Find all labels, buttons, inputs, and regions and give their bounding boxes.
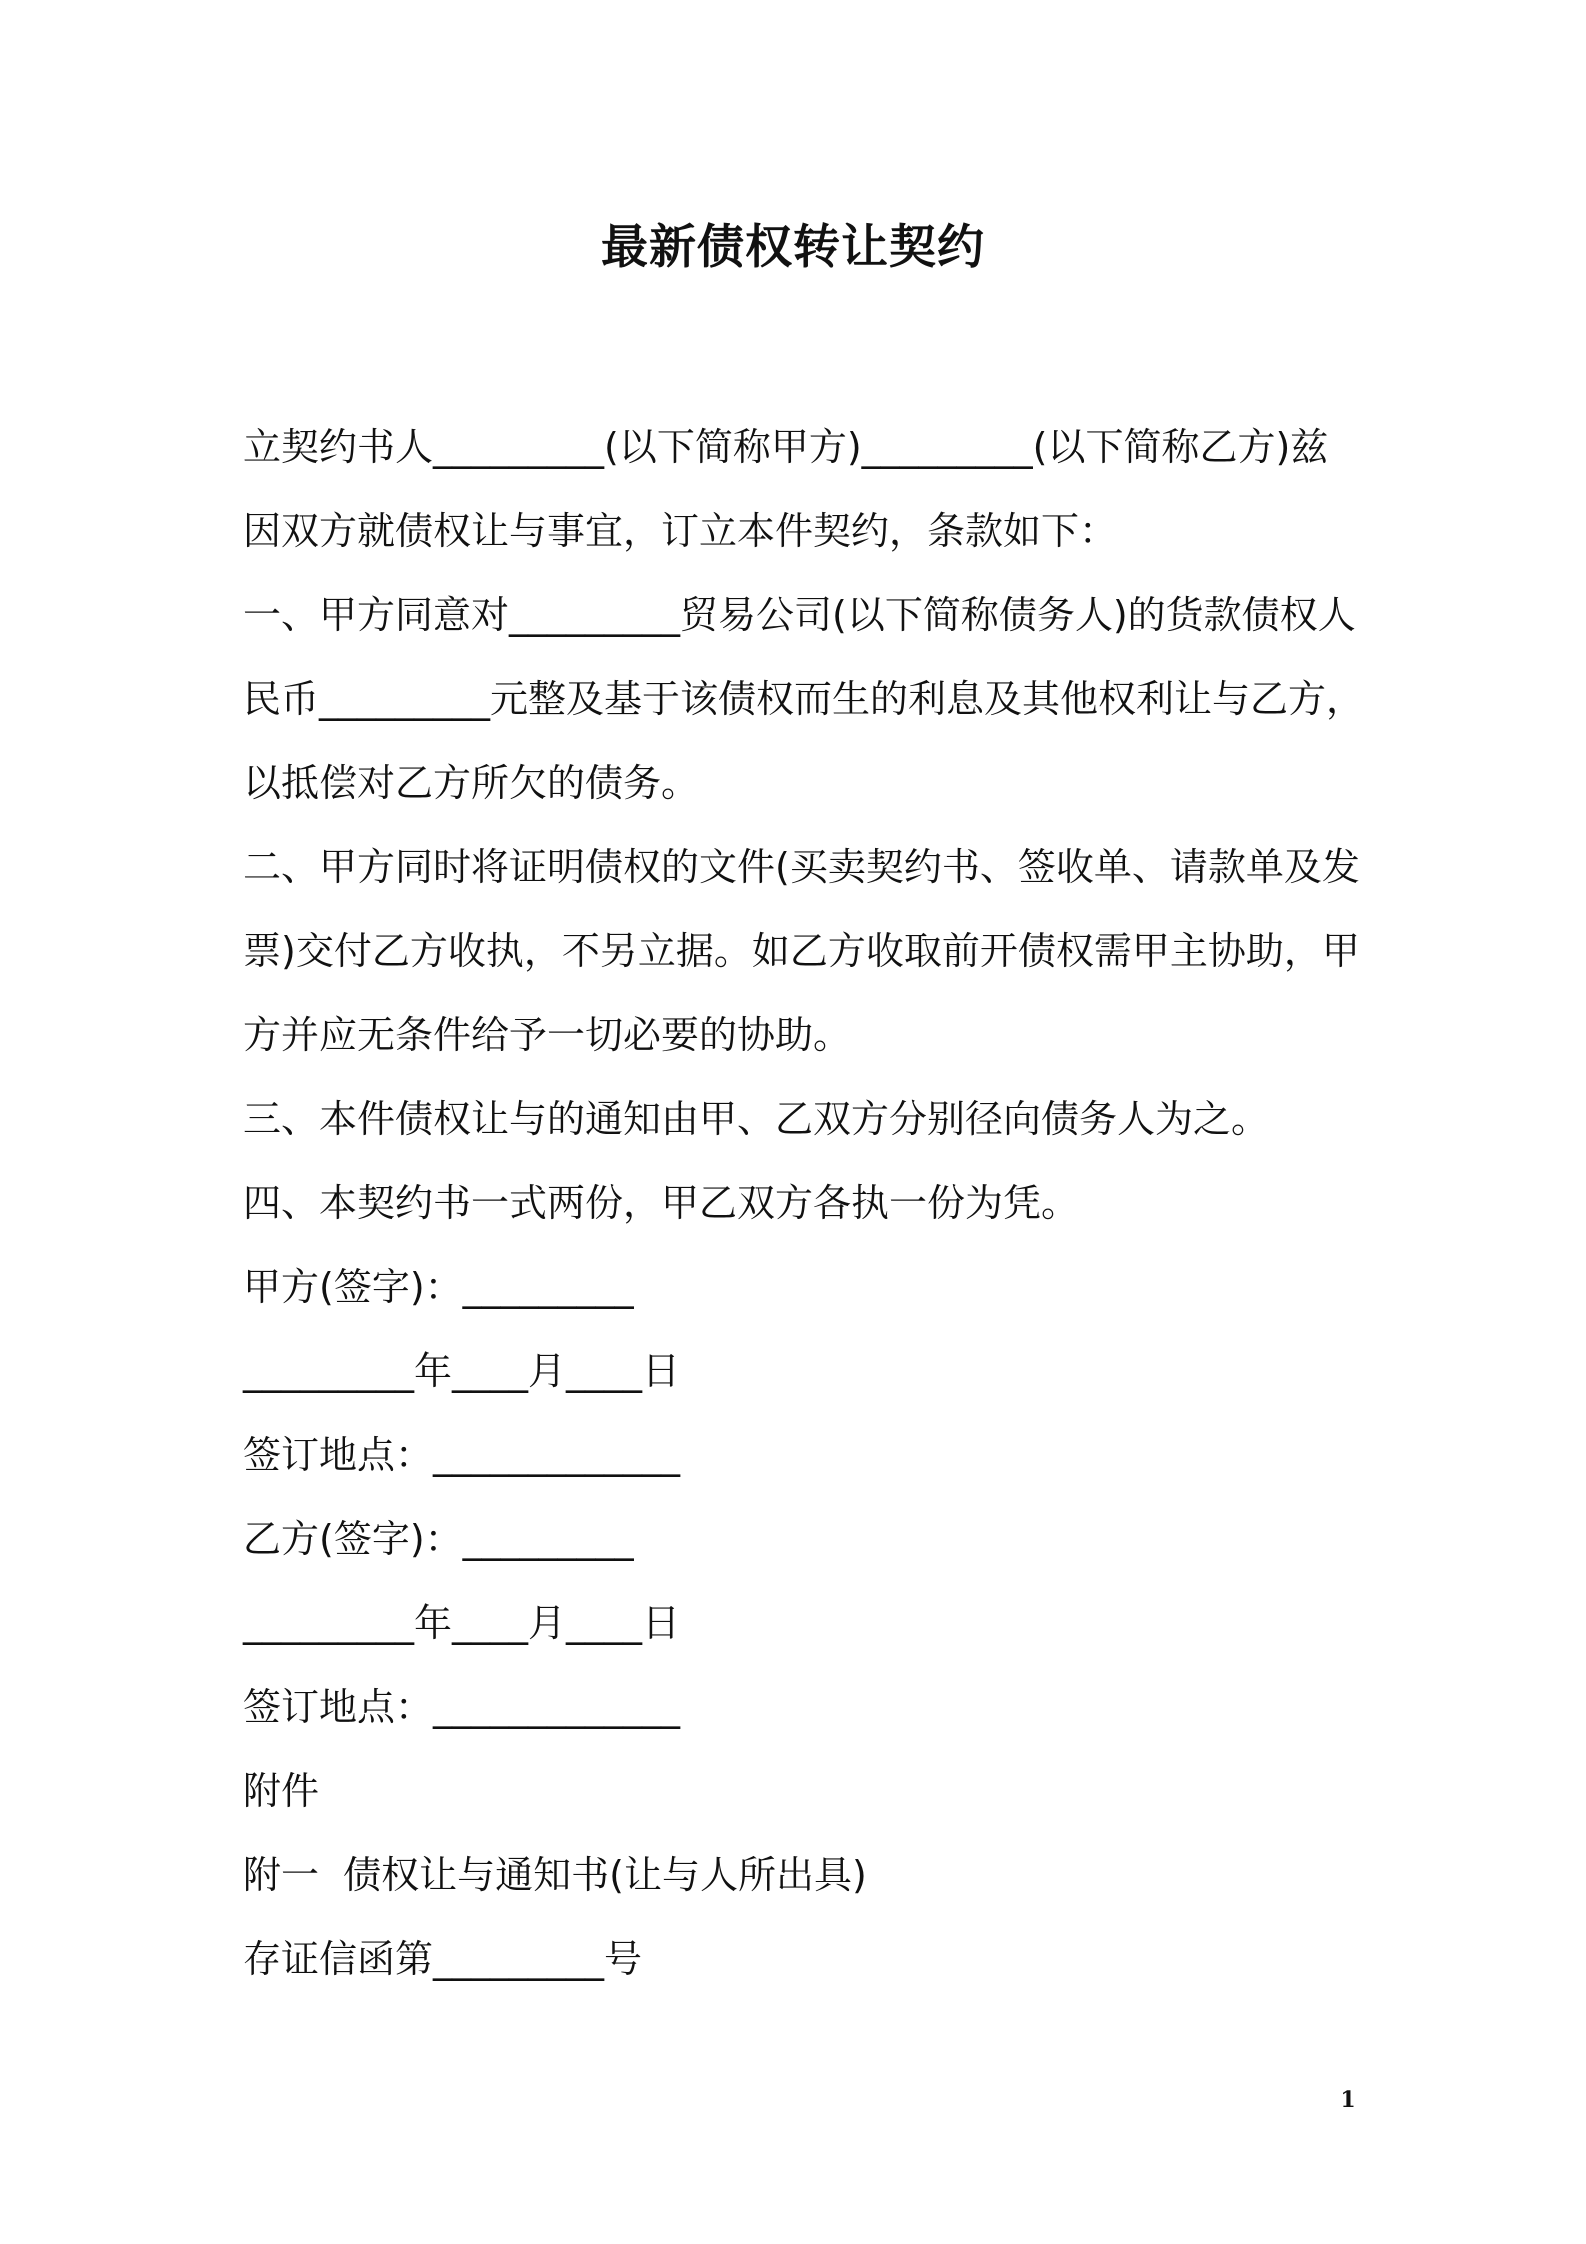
attachment-item-1: 附一 债权让与通知书(让与人所出具) <box>243 1853 867 1897</box>
party-b-location-line: 签订地点：_____________ <box>243 1685 681 1729</box>
clause-1-line-1: 一、甲方同意对_________贸易公司(以下简称债务人)的货款债权人 <box>243 593 1356 637</box>
party-a-signature-line: 甲方(签字)：_________ <box>243 1265 634 1309</box>
party-b-date-line: _________年____月____日 <box>243 1601 681 1645</box>
certified-letter-number-line: 存证信函第_________号 <box>243 1937 643 1981</box>
clause-2-line-1: 二、甲方同时将证明债权的文件(买卖契约书、签收单、请款单及发 <box>243 845 1360 889</box>
clause-2-line-3: 方并应无条件给予一切必要的协助。 <box>243 1013 852 1057</box>
page-number: 1 <box>1340 2087 1356 2113</box>
attachment-heading: 附件 <box>243 1769 320 1813</box>
clause-1-line-3: 以抵偿对乙方所欠的债务。 <box>243 761 700 805</box>
contract-intro-line-1: 立契约书人_________(以下简称甲方)_________(以下简称乙方)兹 <box>243 425 1329 469</box>
party-b-signature-line: 乙方(签字)：_________ <box>243 1517 634 1561</box>
clause-1-line-2: 民币_________元整及基于该债权而生的利息及其他权利让与乙方， <box>243 677 1365 721</box>
party-a-date-line: _________年____月____日 <box>243 1349 681 1393</box>
clause-3-line: 三、本件债权让与的通知由甲、乙双方分别径向债务人为之。 <box>243 1097 1270 1141</box>
document-title: 最新债权转让契约 <box>601 220 985 275</box>
document-body <box>243 405 1365 2001</box>
clause-4-line: 四、本契约书一式两份，甲乙双方各执一份为凭。 <box>243 1181 1080 1225</box>
contract-intro-line-2: 因双方就债权让与事宜，订立本件契约，条款如下： <box>243 509 1118 553</box>
party-a-location-line: 签订地点：_____________ <box>243 1433 681 1477</box>
clause-2-line-2: 票)交付乙方收执，不另立据。如乙方收取前开债权需甲主协助，甲 <box>243 929 1360 973</box>
